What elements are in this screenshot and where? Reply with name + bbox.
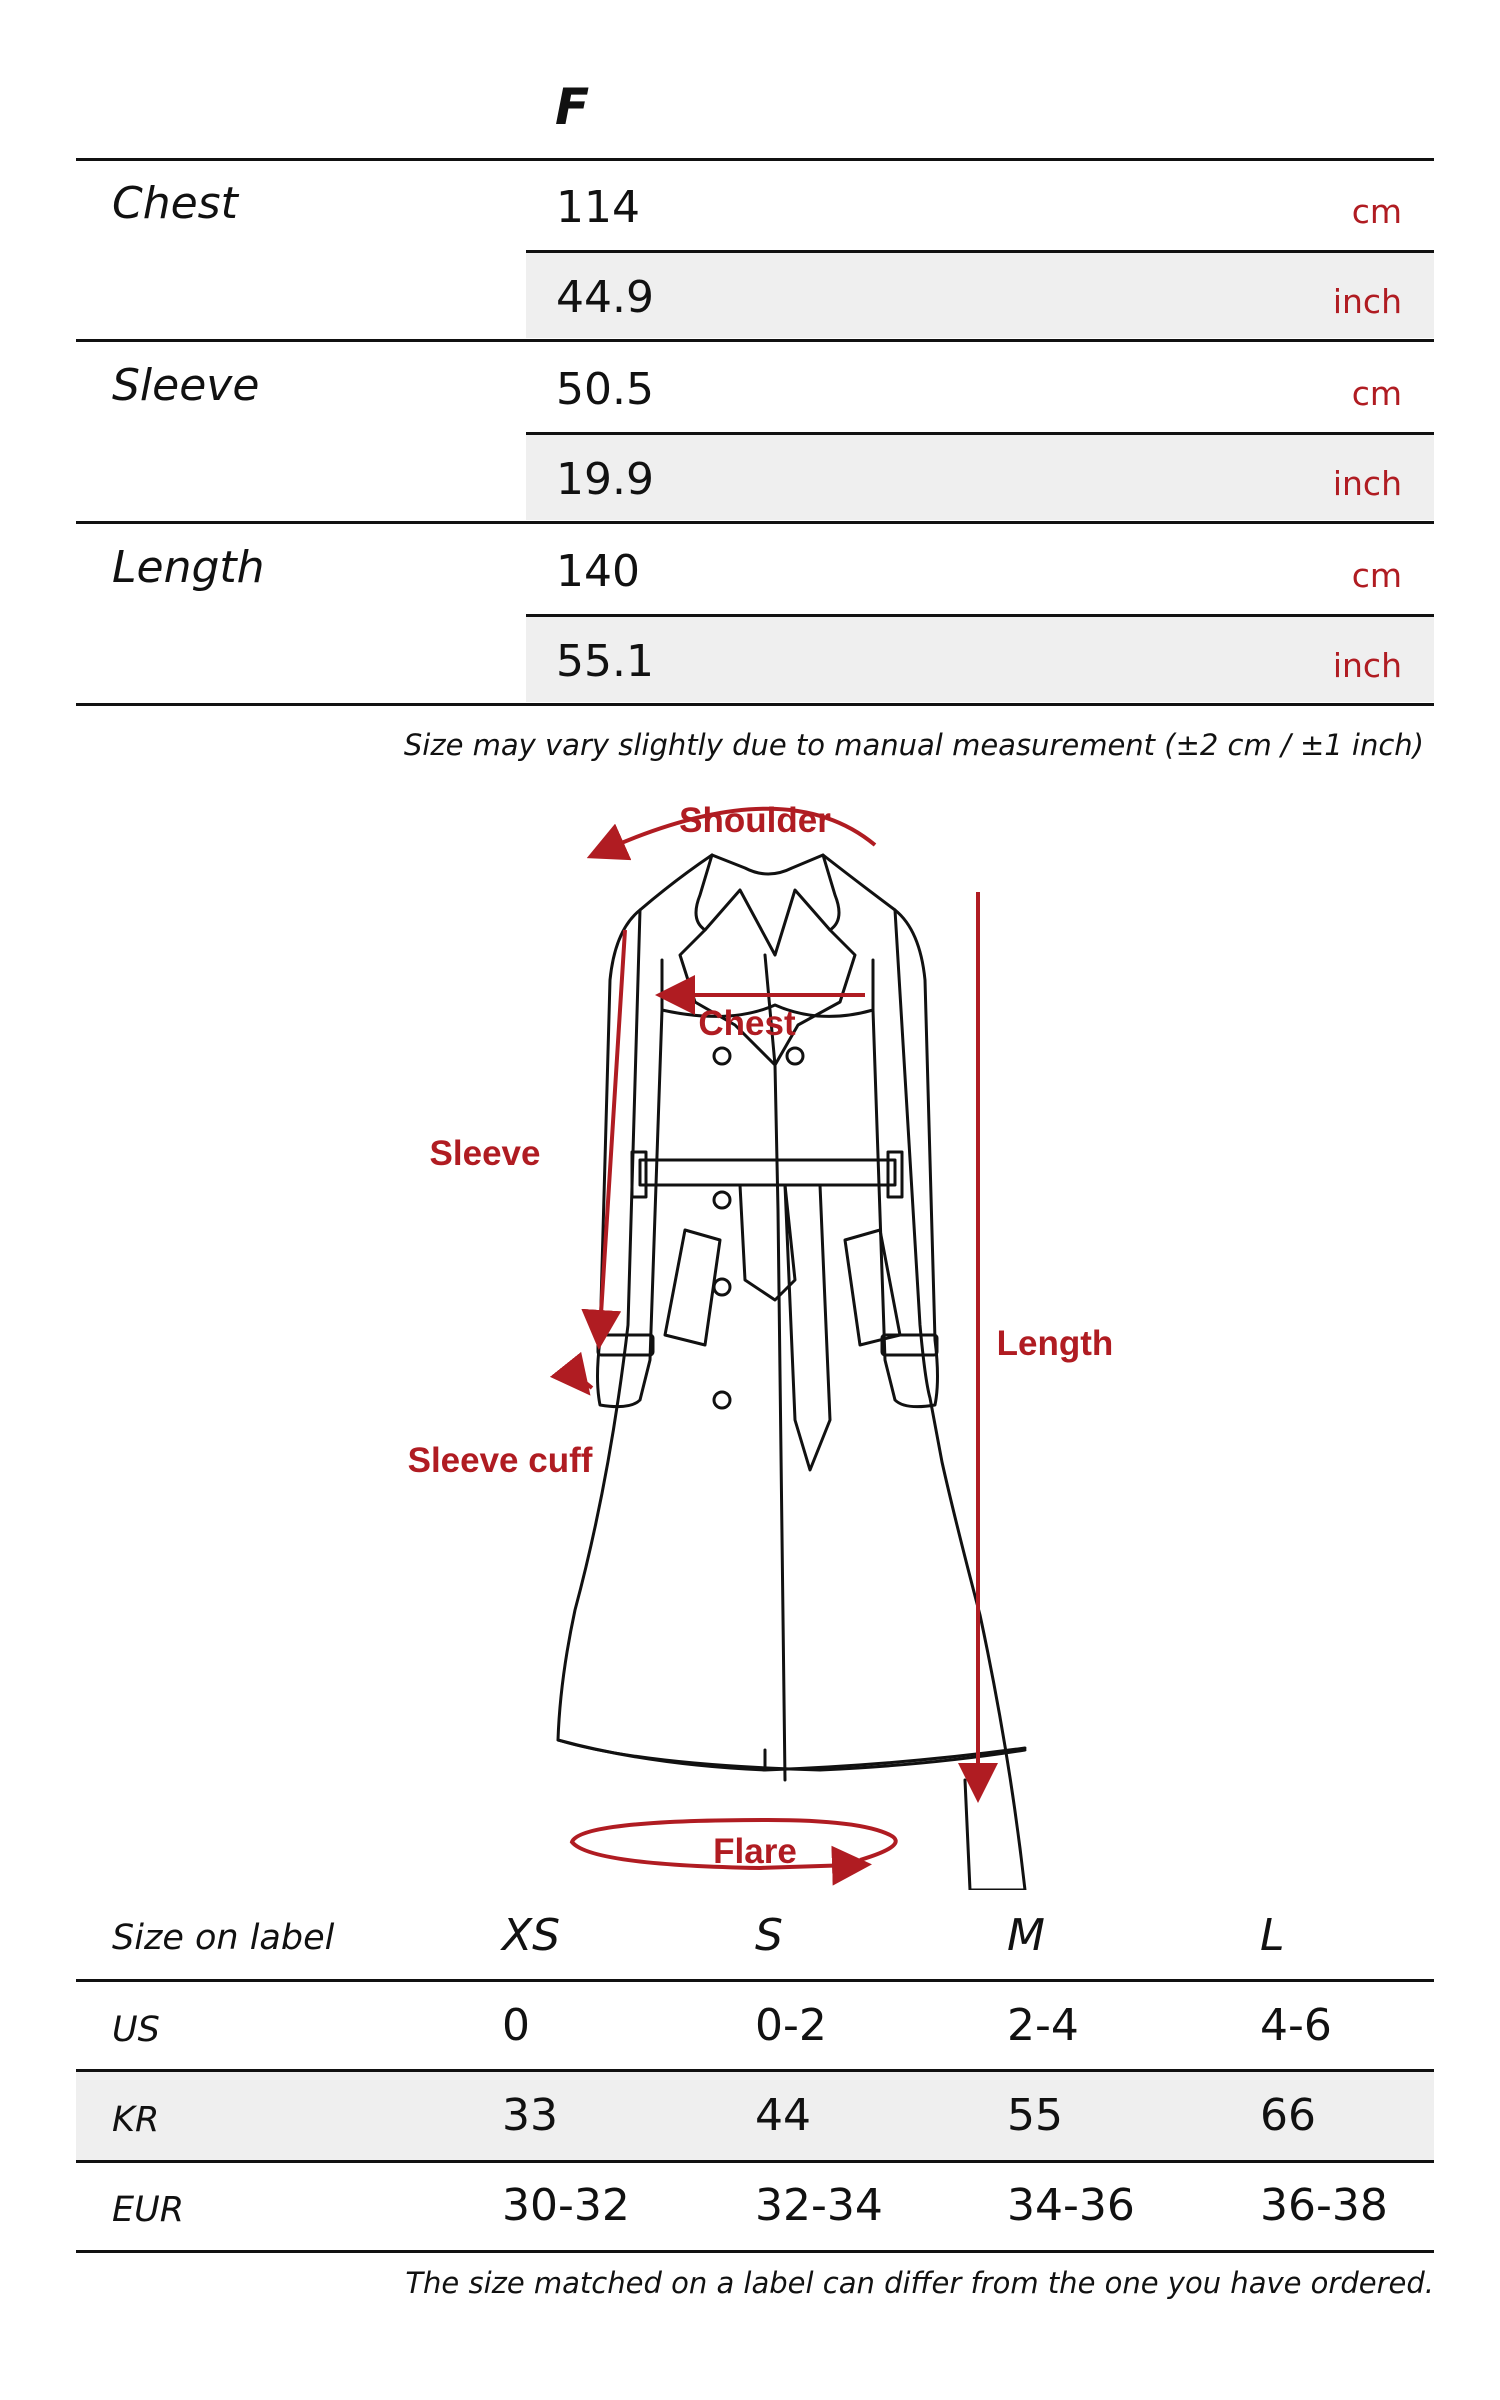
sleeve-cuff-arrow <box>576 1376 592 1388</box>
collar <box>696 855 839 955</box>
us-row-label: US <box>112 2010 160 2050</box>
button <box>714 1392 730 1408</box>
size-s: S <box>755 1910 783 1961</box>
right-pocket <box>845 1230 900 1345</box>
eur-l-value: 36-38 <box>1260 2180 1388 2231</box>
us-m-value: 2-4 <box>1007 2000 1079 2051</box>
sleeve-arrow <box>600 930 625 1330</box>
button <box>714 1048 730 1064</box>
sleeve-inch-value: 19.9 <box>556 454 654 505</box>
chest-inch-unit: inch <box>1332 282 1402 321</box>
eur-row-label: EUR <box>112 2190 185 2230</box>
chest-row-rule <box>76 339 1434 342</box>
coat-hem <box>558 1740 1025 1770</box>
us-s-value: 0-2 <box>755 2000 827 2051</box>
shoulder-label: Shoulder <box>679 801 831 840</box>
left-pocket <box>665 1230 720 1345</box>
sleeve-row-rule <box>76 521 1434 524</box>
front-edge <box>775 1065 785 1780</box>
kr-s-value: 44 <box>755 2090 811 2141</box>
size-l: L <box>1260 1910 1285 1961</box>
size-table-bottom-rule <box>76 2250 1434 2253</box>
length-inch-value: 55.1 <box>556 636 654 687</box>
sleeve-cm-value: 50.5 <box>556 364 654 415</box>
kr-m-value: 55 <box>1007 2090 1063 2141</box>
eur-xs-value: 30-32 <box>502 2180 630 2231</box>
chest-cm-unit: cm <box>1351 192 1402 231</box>
belt-strap <box>785 1185 830 1470</box>
measurement-arrows <box>572 809 978 1868</box>
sleeve-cuff-label: Sleeve cuff <box>407 1441 593 1480</box>
table-bottom-rule <box>76 703 1434 706</box>
right-lapel <box>775 930 855 1065</box>
kr-xs-value: 33 <box>502 2090 558 2141</box>
length-inch-row-bg <box>526 617 1434 702</box>
sleeve-inch-unit: inch <box>1332 464 1402 503</box>
sleeve-label: Sleeve <box>112 360 260 411</box>
eur-m-value: 34-36 <box>1007 2180 1135 2231</box>
size-m: M <box>1007 1910 1045 1961</box>
right-sleeve <box>873 910 938 1407</box>
length-inch-unit: inch <box>1332 646 1402 685</box>
left-sleeve <box>598 910 663 1407</box>
sleeve-inch-row-bg <box>526 435 1434 520</box>
sleeve-sub-rule <box>526 432 1434 435</box>
button <box>714 1192 730 1208</box>
measurement-note: Size may vary slightly due to manual measurement (±2 cm / ±1 inch) <box>403 728 1424 762</box>
button <box>714 1279 730 1295</box>
flare-label: Flare <box>713 1832 797 1871</box>
length-label: Length <box>112 542 265 593</box>
sleeve-diagram-label: Sleeve <box>429 1134 541 1173</box>
left-lapel <box>680 930 775 1065</box>
chest-inch-row-bg <box>526 253 1434 338</box>
button <box>787 1048 803 1064</box>
size-header: F <box>555 78 590 136</box>
chest-cm-value: 114 <box>556 182 640 233</box>
length-sub-rule <box>526 614 1434 617</box>
length-cm-unit: cm <box>1351 556 1402 595</box>
chest-inch-value: 44.9 <box>556 272 654 323</box>
size-table-header-label: Size on label <box>112 1918 335 1958</box>
size-xs: XS <box>502 1910 561 1961</box>
belt <box>640 1160 895 1185</box>
chest-diagram-label: Chest <box>698 1004 796 1043</box>
us-l-value: 4-6 <box>1260 2000 1332 2051</box>
kr-row-label: KR <box>112 2100 160 2140</box>
kr-row-rule <box>76 2160 1434 2163</box>
kr-l-value: 66 <box>1260 2090 1316 2141</box>
length-cm-value: 140 <box>556 546 640 597</box>
table-top-rule <box>76 158 1434 161</box>
chest-label: Chest <box>112 178 238 229</box>
us-xs-value: 0 <box>502 2000 530 2051</box>
size-note: The size matched on a label can differ from the one you have ordered. <box>405 2266 1434 2300</box>
length-diagram-label: Length <box>996 1324 1114 1363</box>
chest-sub-rule <box>526 250 1434 253</box>
size-table-top-rule <box>76 1979 1434 1982</box>
trench-coat-diagram <box>400 780 1120 1890</box>
eur-s-value: 32-34 <box>755 2180 883 2231</box>
sleeve-cm-unit: cm <box>1351 374 1402 413</box>
